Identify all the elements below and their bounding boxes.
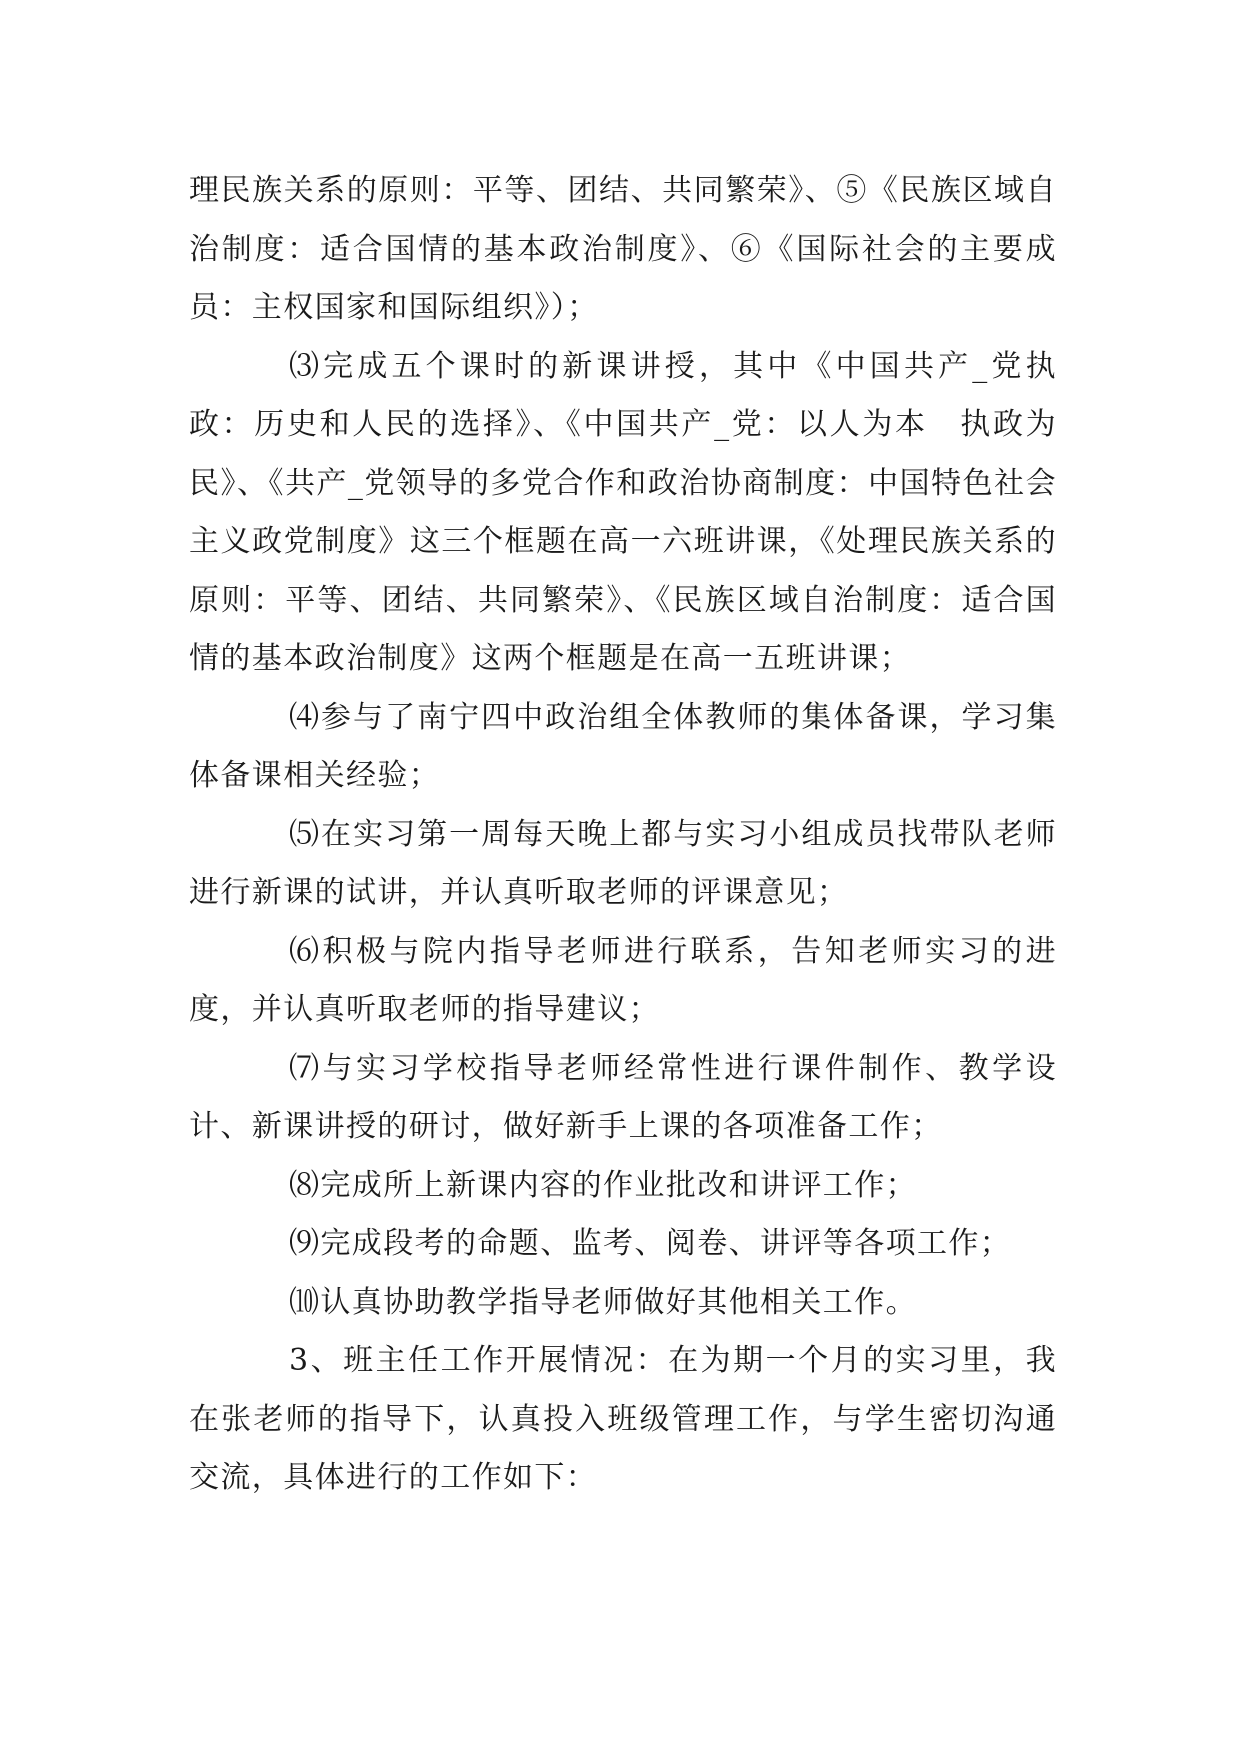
paragraph-section-3: 3、班主任工作开展情况：在为期一个月的实习里，我在张老师的指导下，认真投入班级管理工作，与学生密切沟通交流，具体进行的工作如下： [189, 1343, 1057, 1495]
paragraph-item-7: ⑺与实习学校指导老师经常性进行课件制作、教学设计、新课讲授的研讨，做好新手上课的各项准备工作； [189, 1050, 1057, 1144]
paragraph-item-10: ⑽认真协助教学指导老师做好其他相关工作。 [289, 1284, 917, 1320]
paragraph-item-3: ⑶完成五个课时的新课讲授，其中《中国共产_党执政：历史和人民的选择》、《中国共产_党：以人为本 执政为民》、《共产_党领导的多党合作和政治协商制度：中国特色社会主义政党制度》这三个框题在高一六班讲课，《处理民族关系的原则：平等、团结、共同繁荣》、《民族区域自治制度：适合国情的基本政治制度》这两个框题是在高一五班讲课； [189, 348, 1057, 676]
paragraph-item-8: ⑻完成所上新课内容的作业批改和讲评工作； [289, 1167, 917, 1203]
document-body [189, 162, 1057, 1508]
paragraph-continuation: 理民族关系的原则：平等、团结、共同繁荣》、⑤《民族区域自治制度：适合国情的基本政治制度》、⑥《国际社会的主要成员：主权国家和国际组织》）； [189, 173, 1057, 325]
paragraph-item-4: ⑷参与了南宁四中政治组全体教师的集体备课，学习集体备课相关经验； [189, 699, 1057, 793]
paragraph-item-9: ⑼完成段考的命题、监考、阅卷、讲评等各项工作； [289, 1226, 1012, 1261]
paragraph-item-5: ⑸在实习第一周每天晚上都与实习小组成员找带队老师进行新课的试讲，并认真听取老师的评课意见； [189, 816, 1057, 910]
paragraph-item-6: ⑹积极与院内指导老师进行联系，告知老师实习的进度，并认真听取老师的指导建议； [189, 933, 1057, 1027]
